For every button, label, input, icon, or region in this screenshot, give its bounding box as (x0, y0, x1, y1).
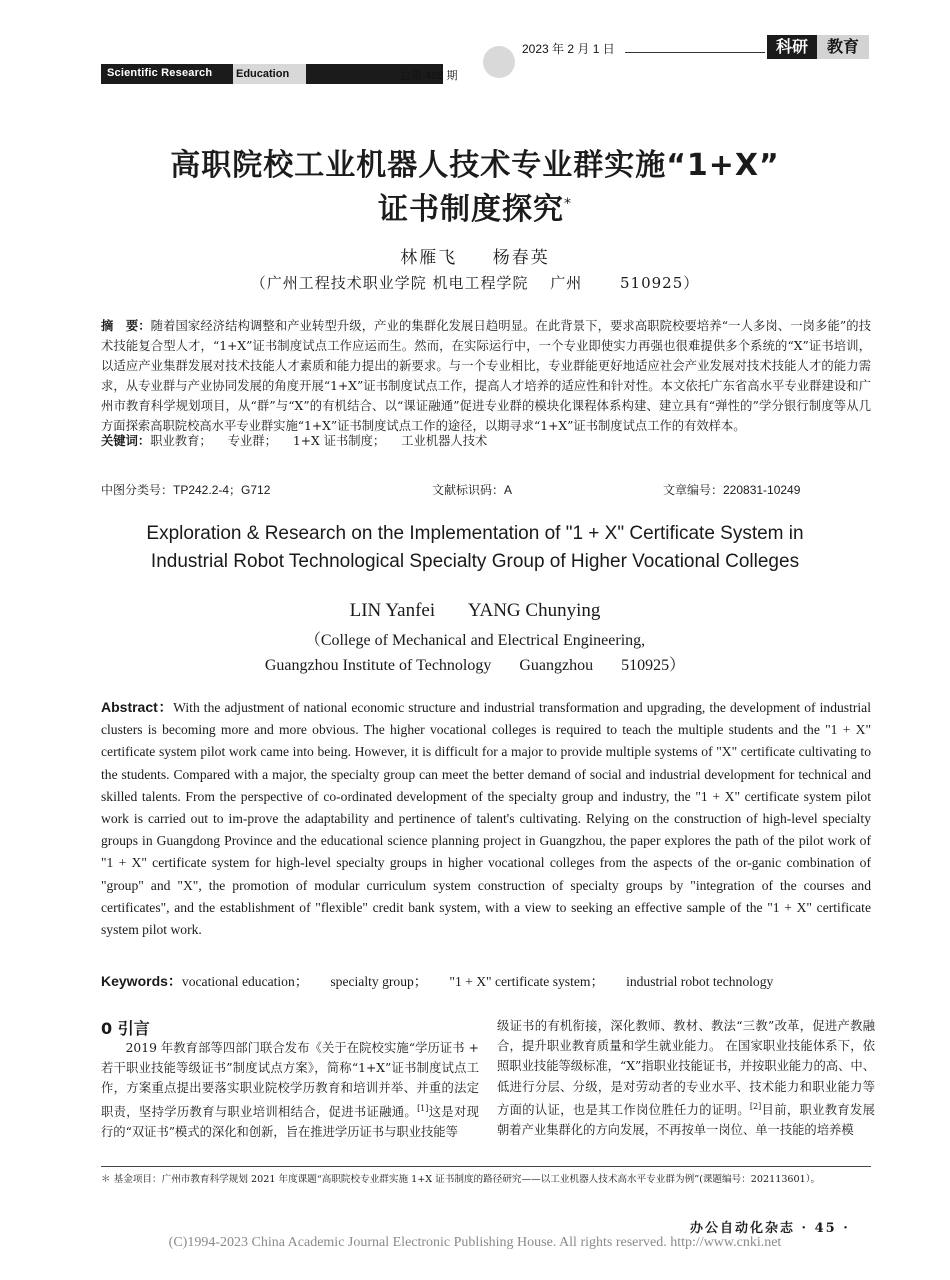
body-left-text-1: 2019 年教育部等四部门联合发布《关于在院校实施“学历证书 + 若干职业技能等级证书”制度试点方案》，简称“1+X”证书制度试点工作，方案重点提出要落实职业院校学历教育和培训并举、并重的法定职责，坚持学历教育与职业培训相结合，促进书证融通。 (101, 1041, 479, 1119)
copyright-watermark: (C)1994-2023 China Academic Journal Electronic Publishing House. All rights reserved. http://www.cnki.net (168, 1235, 782, 1250)
author-cn-1: 林雁飞 (400, 248, 458, 268)
affiliation-en-city: Guangzhou (519, 657, 594, 674)
section-heading-introduction: 0 引言 (101, 1019, 150, 1038)
paper-title-line1: 高职院校工业机器人技术专业群实施“1+X” (170, 148, 780, 183)
section-brand-part1: 科研 (767, 35, 817, 59)
journal-name-en-part2: Education (233, 64, 306, 84)
affiliation-en-line1: （College of Mechanical and Electrical Engineering, (304, 632, 646, 649)
citation-2: [2] (749, 1101, 762, 1111)
abstract-cn-label: 摘 要： (101, 318, 151, 333)
affiliation-en-line2 (0, 652, 950, 675)
citation-1: [1] (417, 1103, 429, 1113)
abstract-cn (101, 316, 871, 436)
keyword-en: industrial robot technology (626, 974, 774, 989)
issue-number: 总第 488 期 (400, 70, 458, 82)
body-right-text-2: 目前，职业教育发展朝着产业集群化的方向发展，不再按单一岗位、单一技能的培养模 (497, 1102, 875, 1138)
keyword-cn: 工业机器人技术 (401, 434, 488, 448)
header-decoration-circle (483, 46, 515, 78)
issue-date: 2023 年 2 月 1 日 (522, 42, 615, 56)
abstract-en (101, 697, 871, 941)
author-en-1: LIN Yanfei (349, 600, 436, 621)
affiliation-en-institute: Guangzhou Institute of Technology (264, 657, 492, 674)
section-brand-part2: 教育 (817, 35, 869, 59)
keywords-cn (101, 431, 503, 449)
header-divider (625, 52, 765, 53)
keywords-en (101, 970, 795, 991)
clc-number: 中图分类号：TP242.2-4；G712 (101, 483, 271, 497)
authors-cn (0, 243, 950, 268)
keyword-en: specialty group； (330, 974, 428, 989)
keywords-en-label: Keywords： (101, 973, 182, 989)
keyword-en: vocational education； (181, 974, 309, 989)
abstract-en-text: With the adjustment of national economic structure and industrial transformation and upgrading, the development of industrial clusters is becoming more and more obvious. The higher vocational colleges is required to teach the multiple students and the "1 + X" certificate system pilot work came into being. However, it is difficult for a major to provide multiple systems of "X" certificate cultivating to the students. Compared with a major, the specialty group can meet the better demand of social and industrial development for technical and skilled talents. From the perspective of co-ordinated development of the specialty group and industry, the "1 + X" certificate system pilot work is carried out to im-prove the adaptability and pertinence of talent's cultivating. Relying on the construction of high-level specialty groups in Guangdong Province and the educational science planning project in Guangzhou, the paper explores the path of the pilot work of "1 + X" certificate system for high-level specialty groups in higher vocational colleges from the aspects of the or-ganic combination of "group" and "X", the promotion of modular curriculum system construction of specialty groups by "integration of the courses and certificates", and the establishment of "flexible" credit bank system, with a view to seeking an effective sample of the "1 + X" certificate system pilot work. (101, 700, 871, 938)
author-cn-2: 杨春英 (492, 248, 550, 268)
body-column-left (101, 1038, 479, 1142)
affiliation-cn: （广州工程技术职业学院 机电工程学院 广州 510925） (250, 274, 700, 292)
footnote-divider (101, 1166, 871, 1167)
keyword-cn: 职业教育； (150, 434, 212, 448)
paper-title-en-line1: Exploration & Research on the Implementation of "1 + X" Certificate System in (146, 523, 804, 544)
authors-en (0, 600, 950, 622)
keyword-en: "1 + X" certificate system； (449, 974, 605, 989)
abstract-cn-text: 随着国家经济结构调整和产业转型升级，产业的集群化发展日趋明显。在此背景下，要求高职院校要培养“一人多岗、一岗多能”的技术技能复合型人才，“1+X”证书制度试点工作应运而生。然而，在实际运行中，一个专业即使实力再强也很难提供多个系统的“X”证书培训，以适应产业集群发展对技术技能人才素质和能力提出的新要求。与一个专业相比，专业群能更好地适应社会产业发展对技术技能人才的能力需求，从专业群与产业协同发展的角度开展“1+X”证书制度试点工作，提高人才培养的适应性和针对性。本文依托广东省高水平专业群建设和广州市教育科学规划项目，从“群”与“X”的有机结合、以“课证融通”促进专业群的模块化课程体系构建、建立具有“弹性的”学分银行制度等从几方面探索高职院校高水平专业群实施“1+X”证书制度试点工作的途径，以期寻求“1+X”证书制度试点工作的有效样本。 (101, 319, 871, 433)
article-number: 文章编号：220831-10249 (663, 483, 801, 497)
keywords-cn-label: 关键词： (101, 433, 151, 448)
author-en-2: YANG Chunying (467, 600, 601, 621)
affiliation-en-postcode: 510925） (621, 657, 686, 674)
keyword-cn: 专业群； (227, 434, 277, 448)
page-footer: 办公自动化杂志 · 45 · (690, 1221, 850, 1236)
paper-title-line2-text: 证书制度探究 (378, 192, 564, 227)
body-column-right (497, 1016, 875, 1140)
journal-header-bar (101, 64, 443, 84)
paper-title-line2 (60, 184, 890, 228)
abstract-en-label: Abstract： (101, 699, 174, 715)
document-code: 文献标识码：A (432, 483, 513, 497)
paper-title-en-line2: Industrial Robot Technological Specialty Group of Higher Vocational Colleges (150, 551, 800, 572)
keyword-cn: 1+X 证书制度； (292, 434, 386, 448)
journal-name-en-part1: Scientific Research (107, 67, 213, 79)
body-right-text-1: 级证书的有机衔接，深化教师、教材、教法“三教”改革，促进产教融合，提升职业教育质量和学生就业能力。 在国家职业技能体系下，依照职业技能等级标准，“X”指职业技能证书，并按职业能力的高、中、低进行分层、分级，是对劳动者的专业水平、技术能力和职业能力等方面的认证，也是其工作岗位胜任力的证明。 (497, 1019, 875, 1117)
funding-footnote: ＊ 基金项目：广州市教育科学规划 2021 年度课题“高职院校专业群实施 1+X 证书制度的路径研究——以工业机器人技术高水平专业群为例”(课题编号：202113601）。 (101, 1174, 821, 1185)
body-left-text-2: 这是对现行的“双证书”模式的深化和创新，旨在推进学历证书与职业技能等 (101, 1104, 479, 1139)
title-footnote-mark: * (564, 196, 572, 212)
